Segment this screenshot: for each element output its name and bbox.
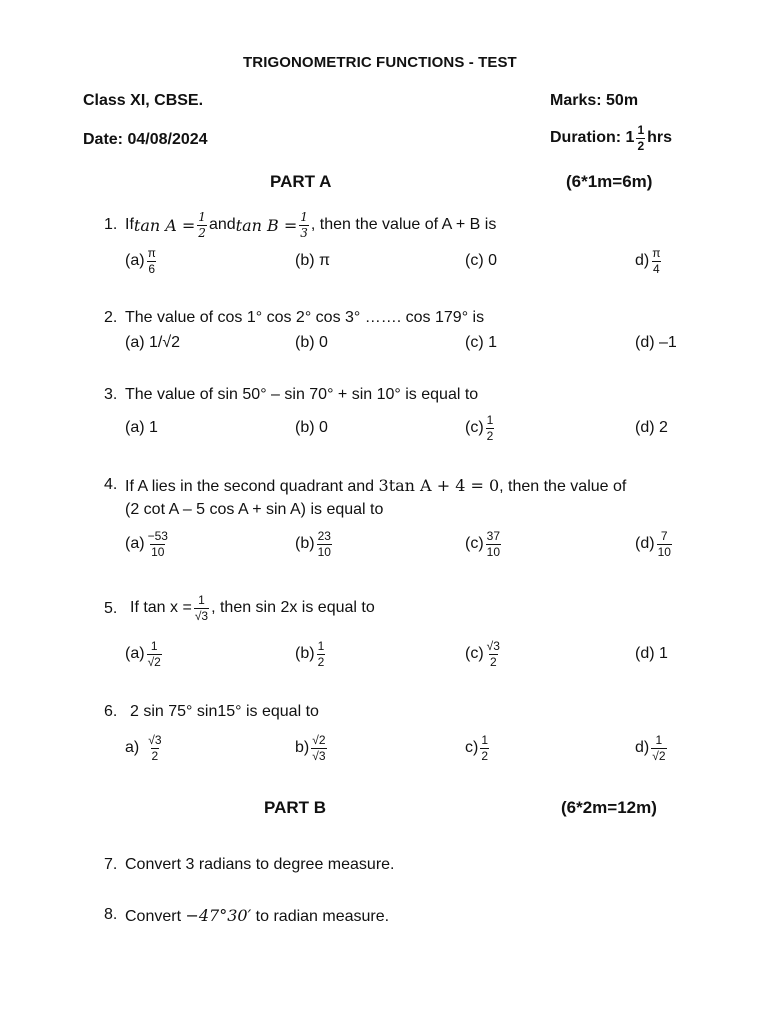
q2-option-a[interactable]: (a) 1/√2: [125, 334, 181, 351]
duration-suffix: hrs: [647, 129, 673, 147]
question-2-text: The value of cos 1° cos 2° cos 3° ……. cos 179° is: [125, 309, 485, 326]
question-number: 1.: [104, 216, 118, 233]
option-label: (a): [125, 645, 145, 662]
option-fraction: [657, 530, 672, 558]
q4-option-d[interactable]: [635, 526, 674, 562]
q1-option-d[interactable]: [635, 243, 664, 279]
q3-option-a[interactable]: (a) 1: [125, 419, 158, 436]
option-label: (b): [295, 645, 315, 662]
option-fraction: [317, 640, 326, 668]
option-fraction: [480, 734, 489, 762]
option-label: (a): [125, 535, 145, 552]
frac-den: 2: [198, 225, 206, 240]
option-fraction: [147, 530, 169, 558]
question-6-text: 2 sin 75° sin15° is equal to: [130, 703, 319, 720]
q4-option-a[interactable]: [125, 526, 171, 562]
frac-num: 37: [486, 528, 501, 543]
question-number: 3.: [104, 386, 118, 403]
duration-den: 2: [637, 138, 645, 153]
question-number: 2.: [104, 309, 118, 326]
frac-den: 4: [653, 261, 660, 276]
q1-option-c[interactable]: (c) 0: [465, 252, 497, 269]
q4-text-2: , then the value of: [499, 478, 627, 495]
q2-option-d[interactable]: (d) –1: [635, 334, 677, 351]
question-number: 7.: [104, 856, 118, 873]
frac-num: −53: [147, 528, 168, 543]
part-b-marks: (6*2m=12m): [561, 798, 657, 817]
option-fraction: [486, 414, 495, 442]
option-fraction: [651, 734, 666, 762]
duration-num: 1: [637, 123, 645, 137]
option-label: d): [635, 739, 650, 756]
frac-den: √3: [194, 608, 209, 623]
q5-option-c[interactable]: [465, 636, 503, 672]
q1-option-a[interactable]: [125, 243, 159, 279]
question-number: 5.: [104, 600, 118, 617]
q3-option-b[interactable]: (b) 0: [295, 419, 328, 436]
frac-num: 1: [317, 638, 325, 653]
duration-fraction: [636, 124, 645, 152]
frac-den: 2: [481, 748, 489, 763]
option-label: (d): [635, 535, 655, 552]
frac-num: 1: [655, 732, 663, 747]
q8-math: −47°30′: [185, 906, 252, 925]
option-label: a): [125, 739, 140, 756]
frac-den: 10: [317, 544, 331, 559]
frac-den: 10: [486, 544, 501, 559]
question-4-line-2: (2 cot A – 5 cos A + sin A) is equal to: [125, 501, 384, 518]
frac-num: 1: [198, 592, 205, 607]
q8-text-2: to radian measure.: [251, 908, 390, 925]
marks-label: Marks: 50m: [550, 92, 639, 109]
q6-option-a[interactable]: [125, 730, 165, 766]
question-7-text: Convert 3 radians to degree measure.: [125, 856, 395, 873]
frac-den: 10: [657, 544, 671, 559]
q4-option-c[interactable]: [465, 526, 503, 562]
frac-num: 1: [481, 732, 489, 747]
date-label: Date: 04/08/2024: [83, 131, 208, 148]
question-8-text: [125, 906, 389, 926]
q1-option-b[interactable]: (b) π: [295, 252, 331, 269]
option-label: d): [635, 252, 650, 269]
question-number: 4.: [104, 476, 118, 493]
page-title: TRIGONOMETRIC FUNCTIONS - TEST: [243, 54, 517, 71]
question-1-text: [125, 207, 496, 243]
question-3-text: The value of sin 50° – sin 70° + sin 10° is equal to: [125, 386, 479, 403]
option-label: (c): [465, 535, 484, 552]
q5-text-1: If tan x =: [130, 599, 192, 616]
option-fraction: [311, 734, 326, 762]
frac-num: 7: [660, 528, 668, 543]
duration-prefix: Duration: 1: [550, 129, 635, 147]
part-a-marks: (6*1m=6m): [566, 172, 653, 191]
option-fraction: [147, 640, 162, 668]
frac-den: √2: [147, 654, 161, 669]
frac-den: 2: [317, 654, 325, 669]
q3-option-d[interactable]: (d) 2: [635, 419, 668, 436]
q1-text-3: , then the value of A + B is: [310, 216, 497, 233]
option-fraction: [317, 530, 332, 558]
q8-text-1: Convert: [125, 908, 186, 925]
question-number: 6.: [104, 703, 118, 720]
q1-math-tanB: tan B =: [235, 215, 298, 235]
option-fraction: [486, 530, 501, 558]
question-5-text: [130, 590, 375, 626]
part-a-title: PART A: [270, 172, 332, 191]
frac-num: √3: [486, 638, 500, 653]
frac-num: 1: [300, 209, 308, 224]
frac-num: 23: [317, 528, 331, 543]
q1-text-2: and: [208, 216, 236, 233]
option-label: (c): [465, 645, 484, 662]
option-fraction: [147, 734, 162, 762]
q1-fraction-2: [299, 211, 309, 239]
q5-option-a[interactable]: [125, 636, 164, 672]
q6-option-b[interactable]: [295, 730, 329, 766]
part-b-title: PART B: [264, 798, 327, 817]
option-label: b): [295, 739, 310, 756]
q1-text-1: If: [125, 216, 134, 233]
option-label: (b): [295, 535, 315, 552]
option-label: (a): [125, 252, 145, 269]
q5-fraction: [194, 594, 209, 622]
frac-den: 3: [300, 225, 308, 240]
q1-fraction-1: [197, 211, 207, 239]
q5-option-b[interactable]: [295, 636, 327, 672]
option-fraction: [147, 247, 157, 275]
frac-num: 1: [486, 412, 494, 427]
frac-num: 1: [198, 209, 206, 224]
option-fraction: [486, 640, 501, 668]
q5-text-2: , then sin 2x is equal to: [211, 599, 375, 616]
frac-den: √2: [652, 748, 666, 763]
question-4-line-1: [125, 476, 626, 496]
q6-option-c[interactable]: [465, 730, 491, 766]
option-fraction: [651, 247, 661, 275]
q1-math-tanA: tan A =: [133, 215, 196, 235]
frac-den: 2: [489, 654, 497, 669]
frac-den: 10: [151, 544, 165, 559]
frac-num: π: [652, 245, 661, 260]
class-label: Class XI, CBSE.: [83, 92, 204, 109]
frac-num: √3: [148, 732, 162, 747]
q4-text-1: If A lies in the second quadrant and: [125, 478, 379, 495]
question-number: 8.: [104, 906, 118, 923]
q5-option-d[interactable]: (d) 1: [635, 645, 668, 662]
frac-num: √2: [312, 732, 326, 747]
q3-option-c[interactable]: [465, 410, 496, 446]
option-label: (c): [465, 419, 484, 436]
frac-num: 1: [150, 638, 158, 653]
q6-option-d[interactable]: [635, 730, 669, 766]
frac-num: π: [147, 245, 156, 260]
q4-math: 3tan A + 4 = 0: [378, 476, 500, 495]
q2-option-c[interactable]: (c) 1: [465, 334, 497, 351]
frac-den: √3: [312, 748, 326, 763]
frac-den: 6: [148, 261, 156, 276]
duration-label: [550, 124, 672, 152]
frac-den: 2: [151, 748, 159, 763]
q2-option-b[interactable]: (b) 0: [295, 334, 328, 351]
frac-den: 2: [486, 428, 494, 443]
q4-option-b[interactable]: [295, 526, 334, 562]
option-label: c): [465, 739, 479, 756]
